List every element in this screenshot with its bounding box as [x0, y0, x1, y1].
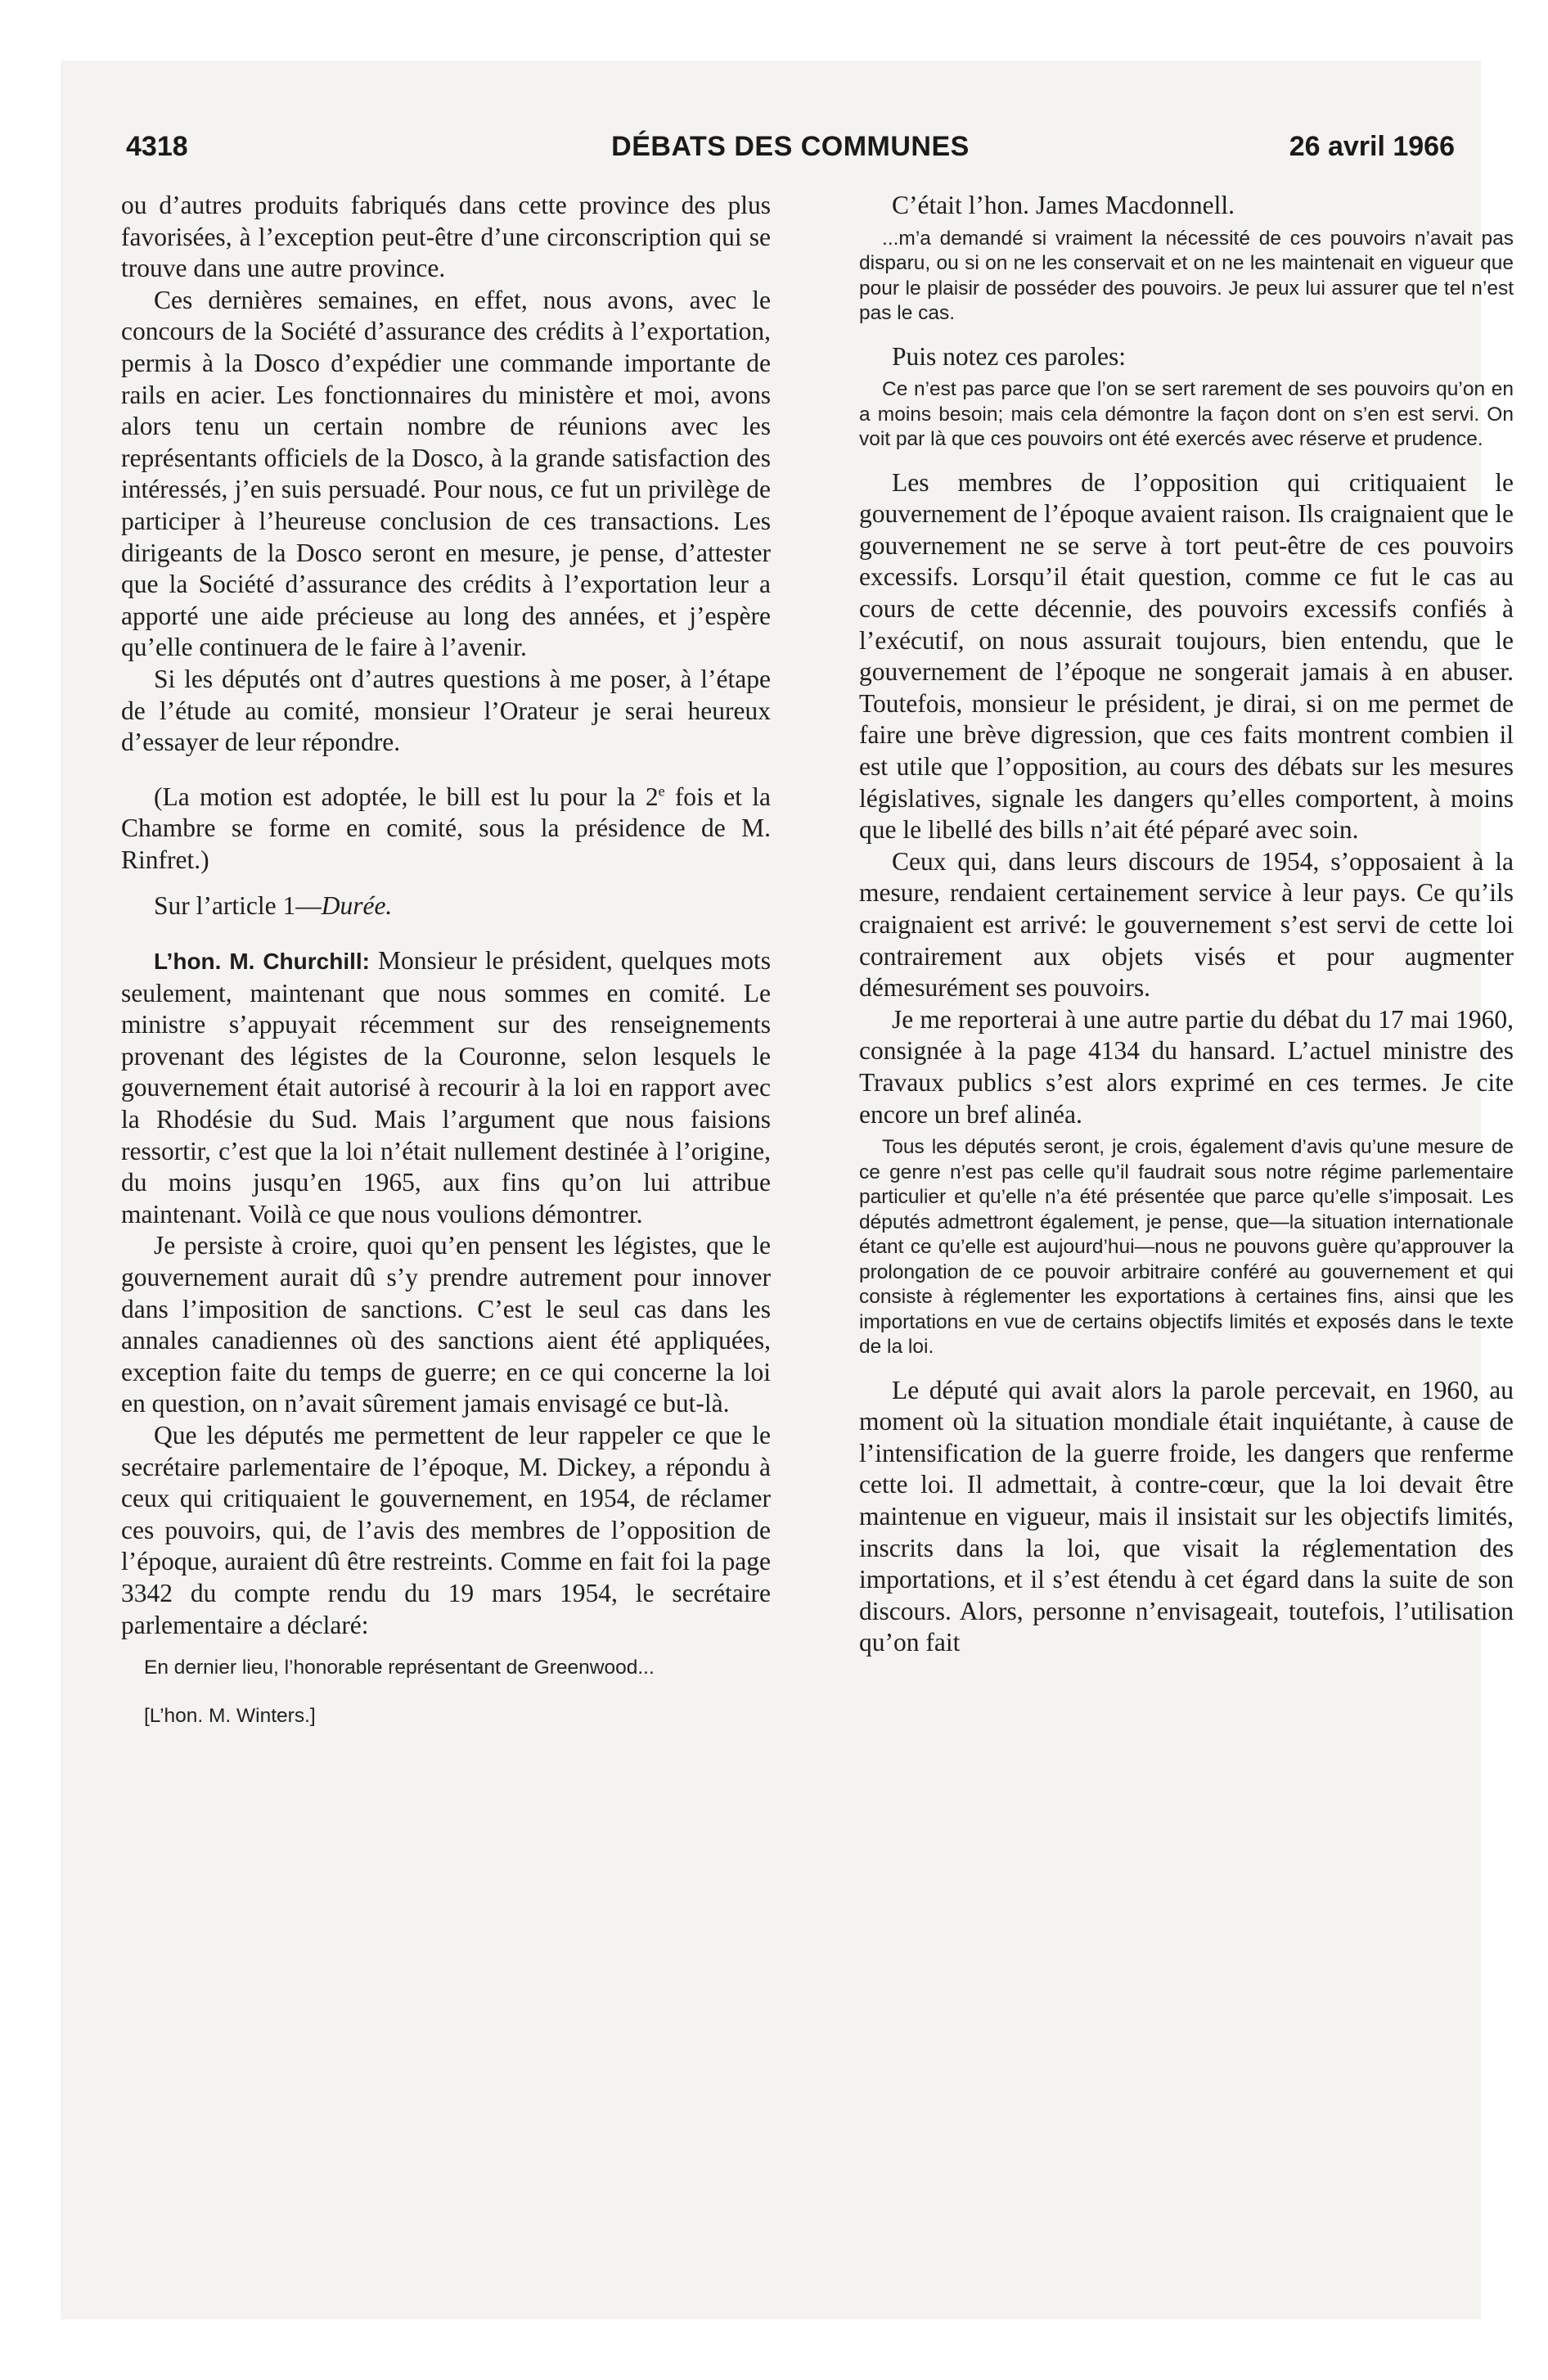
paragraph: ou d’autres produits fabriqués dans cette province des plus favorisées, à l’exception peut-être d’une circonscription qui se trouve dans une autre province. — [121, 191, 771, 283]
speaker-name: L’hon. M. Churchill: — [154, 949, 370, 975]
publication-title: DÉBATS DES COMMUNES — [611, 131, 970, 162]
paragraph: Je me reporterai à une autre partie du débat du 17 mai 1960, consignée à la page 4134 du hansard. L’actuel ministre des Travaux publics s’est alors exprimé en ces termes. Je cite encore un bref alinéa. — [859, 1004, 1514, 1129]
speaker-attribution: [L’hon. M. Winters.] — [144, 1704, 316, 1727]
page-header — [126, 131, 1455, 172]
left-column — [121, 190, 771, 1729]
procedural-note: (La motion est adoptée, le bill est lu pour la 2e fois et la Chambre se forme en comité, sous la présidence de M. Rinfret.) — [121, 782, 771, 874]
paragraph: Que les députés me permettent de leur rappeler ce que le secrétaire parlementaire de l’époque, M. Dickey, a répondu à ceux qui critiquaient le gouvernement, en 1954, de réclamer ces pouvoirs, qui, de l’avis des membres de l’opposition de l’époque, auraient dû être restreints. Comme en fait foi la page 3342 du compte rendu du 19 mars 1954, le secrétaire parlementaire a déclaré: — [121, 1420, 771, 1639]
paragraph: Si les députés ont d’autres questions à me poser, à l’étape de l’étude au comité, monsieur l’Orateur je serai heureux d’essayer de leur répondre. — [121, 664, 771, 757]
paragraph: Je persiste à croire, quoi qu’en pensent les légistes, que le gouvernement aurait dû s’y prendre autrement pour innover dans l’imposition de sanctions. C’est le seul cas dans les annales canadiennes où des sanctions aient été appliquées, exception faite du temps de guerre; en ce qui concerne la loi en question, on n’avait sûrement jamais envisagé ce but-là. — [121, 1231, 771, 1418]
paragraph: Le député qui avait alors la parole percevait, en 1960, au moment où la situation mondiale était inquiétante, à cause de l’intensification de la guerre froide, les dangers que renferme cette loi. Il admettait, à contre-cœur, que la loi devait être maintenue en vigueur, mais il insistait sur les objectifs limités, inscrits dans la loi, que visait la réglementation des importations, et il s’est étendu à cet égard dans la suite de son discours. Alors, personne n’envisageait, toutefois, l’utilisation qu’on fait — [859, 1375, 1514, 1657]
right-column — [859, 190, 1514, 1659]
page-number: 4318 — [126, 131, 188, 162]
paragraph: Ceux qui, dans leurs discours de 1954, s’opposaient à la mesure, rendaient certainement service à leur pays. Ce qu’ils craignaient est arrivé: le gouvernement s’est servi de cette loi contrairement aux objets visés et pour augmenter démesurément ses pouvoirs. — [859, 846, 1514, 1003]
clause-heading: Sur l’article 1—Durée. — [154, 891, 393, 921]
page-date: 26 avril 1966 — [1289, 131, 1455, 162]
quotation: En dernier lieu, l’honorable représentant de Greenwood... — [144, 1657, 655, 1679]
paragraph: Ces dernières semaines, en effet, nous avons, avec le concours de la Société d’assurance des crédits à l’exportation, permis à la Dosco d’expédier une commande importante de rails en acier. Les fonctionnaires du ministère et moi, avons alors tenu un certain nombre de réunions avec les représentants officiels de la Dosco, à la grande satisfaction des intéressés, j’en suis persuadé. Pour nous, ce fut un privilège de participer à l’heureuse conclusion de ces transactions. Les dirigeants de la Dosco seront en mesure, je pense, d’attester que la Société d’assurance des crédits à l’exportation leur a apporté une aide précieuse au long des années, et j’espère qu’elle continuera de le faire à l’avenir. — [121, 285, 771, 662]
paragraph: Puis notez ces paroles: — [892, 341, 1127, 371]
quotation: ...m’a demandé si vraiment la nécessité de ces pouvoirs n’avait pas disparu, ou si on ne les conservait et on ne les maintenait en vigueur que pour le plaisir de posséder des pouvoirs. Je peux lui assurer que tel n’est pas le cas. — [859, 227, 1514, 325]
scanned-page — [61, 61, 1514, 2319]
quotation: Ce n’est pas parce que l’on se sert rarement de ses pouvoirs qu’on en a moins besoin; mais cela démontre la façon dont on s’en est servi. On voit par là que ces pouvoirs ont été exercés avec réserve et prudence. — [859, 378, 1514, 451]
speech-paragraph: L’hon. M. Churchill: Monsieur le président, quelques mots seulement, maintenant que nous sommes en comité. Le ministre s’appuyait récemment sur des renseignements provenant des légistes de la Couronne, selon lesquels le gouvernement était autorisé à recourir à la loi en rapport avec la Rhodésie du Sud. Mais l’argument que nous faisions ressortir, c’est que la loi n’était nullement destinée à l’origine, du moins jusqu’en 1965, aux fins qu’on lui attribue maintenant. Voilà ce que nous voulions démontrer. — [121, 946, 771, 1228]
paragraph: Les membres de l’opposition qui critiquaient le gouvernement de l’époque avaient raison. Ils craignaient que le gouvernement ne se serve à tort peut-être de ces pouvoirs excessifs. Lorsqu’il était question, comme ce fut le cas au cours de cette décennie, des pouvoirs excessifs confiés à l’exécutif, on nous assurait toujours, bien entendu, que le gouvernement de l’époque ne songerait jamais à en abuser. Toutefois, monsieur le président, je dirai, si on me permet de faire une brève digression, que ces faits montrent combien il est utile que l’opposition, au cours des débats sur les mesures législatives, signale les dangers qu’elles comportent, à moins que le libellé des bills n’ait été péparé avec soin. — [859, 467, 1514, 845]
quotation: Tous les députés seront, je crois, également d’avis qu’une mesure de ce genre n’est pas celle qu’il faudrait sous notre régime parlementaire particulier et qu’elle n’a été présentée que parce qu’elle s’imposait. Les députés admettront également, je pense, que—la situation internationale étant ce qu’elle est aujourd’hui—nous ne pouvons guère qu’approuver la prolongation de ce pouvoir arbitraire conféré au gouvernement et qui consiste à réglementer les exportations à certaines fins, ainsi que les importations en vue de certains objectifs limités et exposés dans le texte de la loi. — [859, 1136, 1514, 1359]
paragraph: C’était l’hon. James Macdonnell. — [892, 191, 1235, 219]
